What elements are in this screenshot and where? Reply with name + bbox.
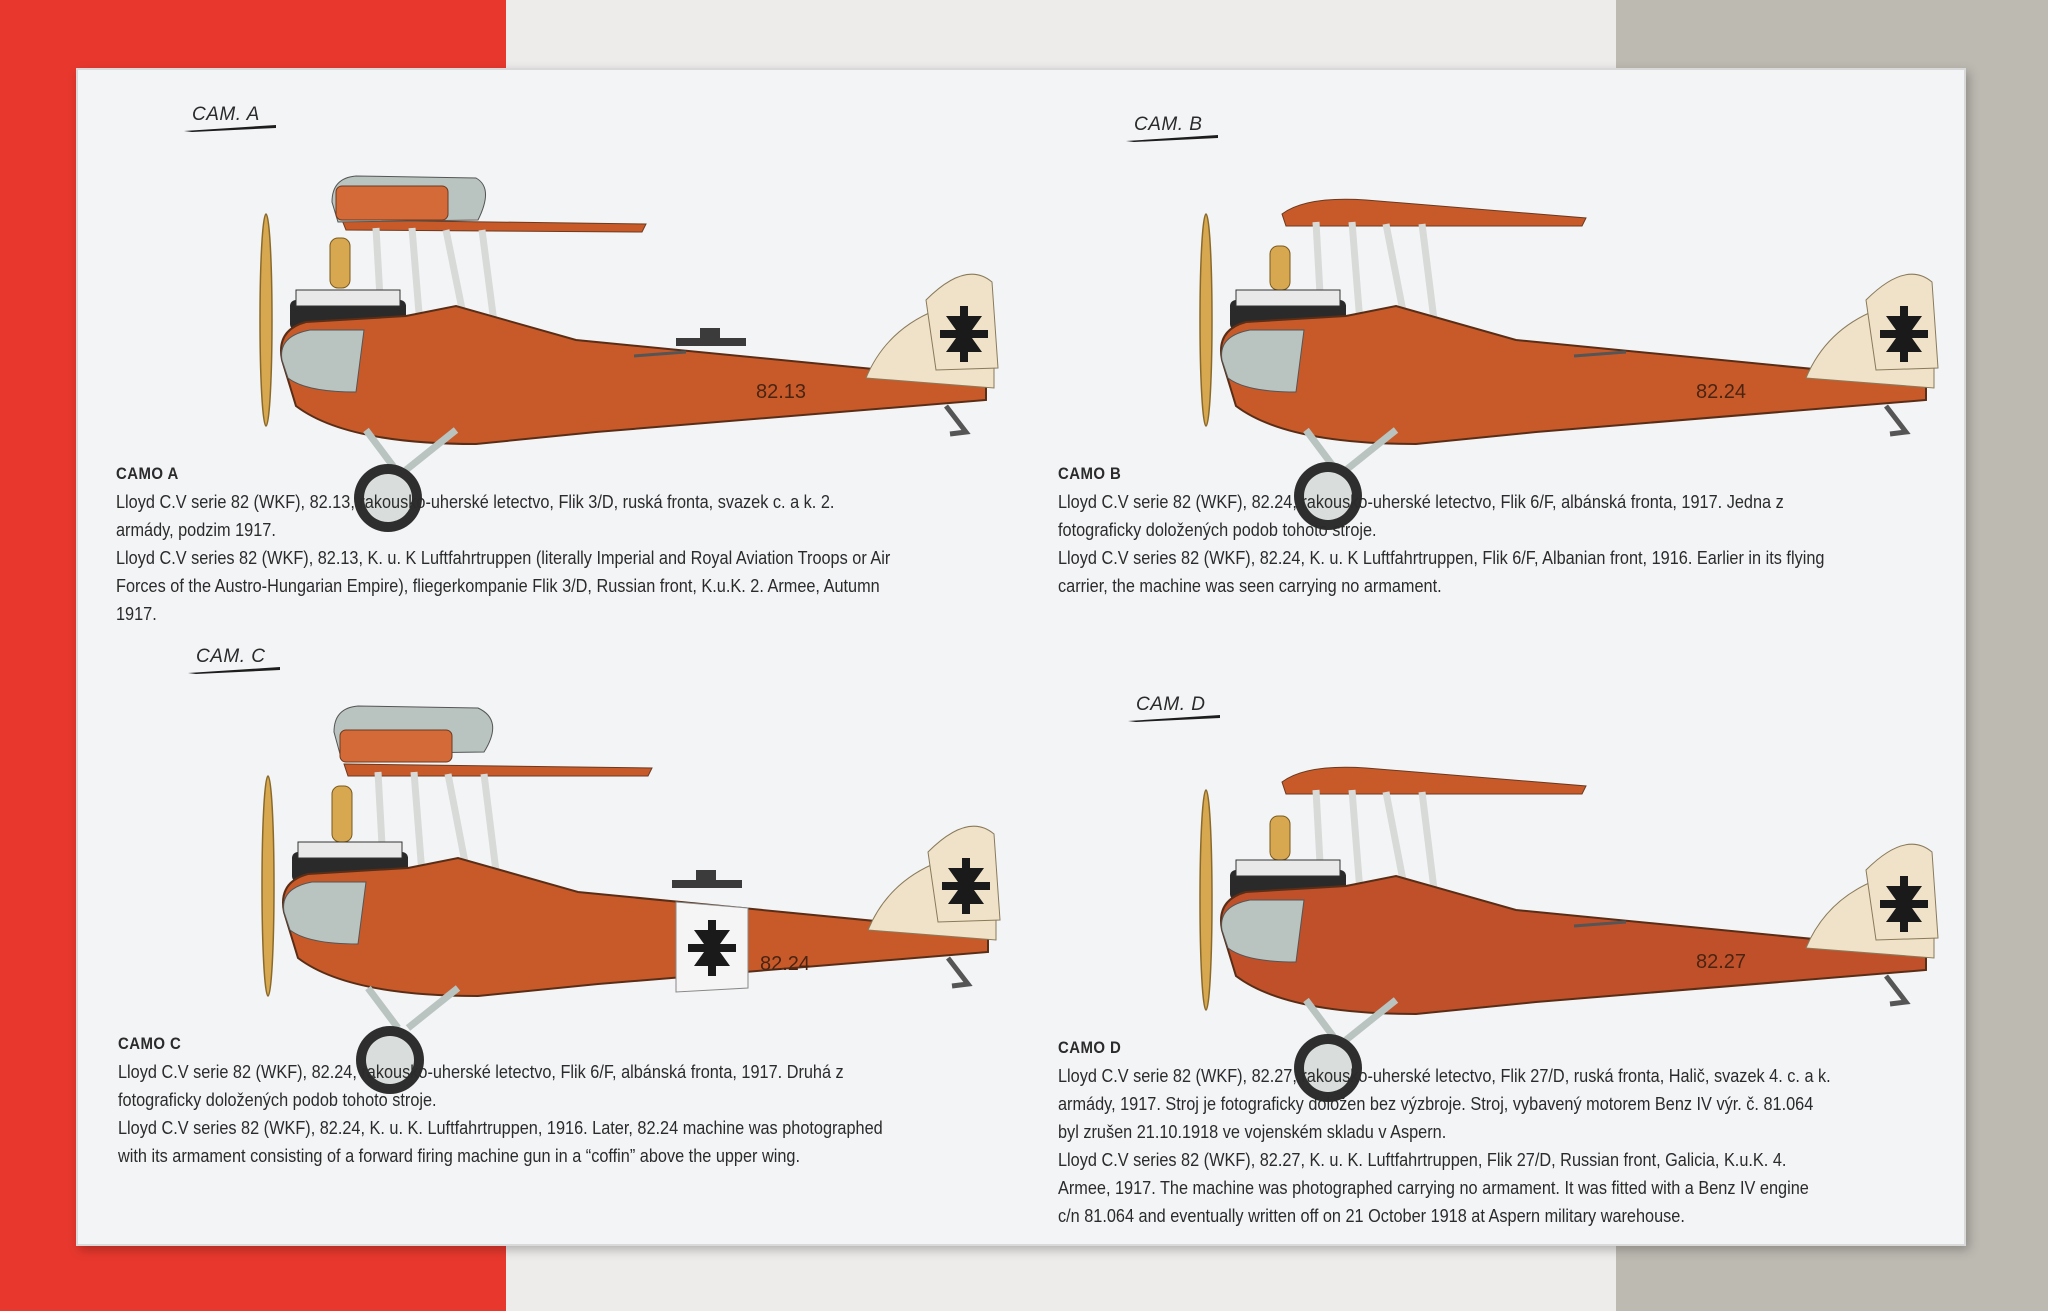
registration-marking: 82.13 [756,381,807,403]
camo-tag-label: CAM. C [196,646,266,667]
camo-tag-d [1136,694,1206,716]
caption-title: CAMO A [116,464,179,483]
camo-tag-label: CAM. D [1136,694,1206,715]
caption-camo-d [1058,1034,1832,1230]
propeller [260,214,272,426]
tail [1806,274,1938,388]
caption-english: Lloyd C.V series 82 (WKF), 82.24, K. u. K Luftfahrtruppen, Flik 6/F, Albanian front, 1916. Earlier in its flying carrier, the machine was seen carrying no armament. [1058,547,1825,596]
camo-tag-label: CAM. A [192,104,260,125]
caption-czech: Lloyd C.V serie 82 (WKF), 82.24, rakousko-uherské letectvo, Flik 6/F, albánská fronta, 1917. Druhá z fotograficky doložených podob tohoto stroje. [118,1061,844,1110]
swoosh-icon [188,666,280,674]
machine-gun [672,870,742,888]
caption-english: Lloyd C.V series 82 (WKF), 82.13, K. u. K Luftfahrtruppen (literally Imperial and Royal Aviation Troops or Air Forces of the Austro-Hungarian Empire), fliegerkompanie Flik 3/D, Russian front, K.u.K. 2. Armee, Autumn 1917. [116,547,891,624]
caption-camo-a [116,460,890,628]
caption-title: CAMO D [1058,1038,1122,1057]
swoosh-icon [1126,134,1218,142]
upper-wing [1282,199,1586,226]
caption-camo-c [118,1030,892,1170]
camouflage-sheet [76,68,1966,1246]
gun-coffin [334,706,493,762]
propeller [1200,214,1212,426]
caption-title: CAMO B [1058,464,1122,483]
caption-czech: Lloyd C.V serie 82 (WKF), 82.13, rakousko-uherské letectvo, Flik 3/D, ruská fronta, svazek c. a k. 2. armády, podzim 1917. [116,491,835,540]
registration-marking: 82.27 [1696,951,1747,973]
tail [866,274,998,388]
caption-english: Lloyd C.V series 82 (WKF), 82.27, K. u. K. Luftfahrtruppen, Flik 27/D, Russian front, Galicia, K.u.K. 4. Armee, 1917. The machine was photographed carrying no armament. It was fitted with a Benz IV engine c/n 81.064 and eventually written off on 21 October 1918 at Aspern military warehouse. [1058,1149,1809,1226]
engine-top [292,786,408,882]
caption-czech: Lloyd C.V serie 82 (WKF), 82.24, rakousko-uherské letectvo, Flik 6/F, albánská fronta, 1917. Jedna z fotograficky doložených podob tohoto stroje. [1058,491,1784,540]
gun-coffin [332,176,486,222]
propeller [262,776,274,996]
camo-tag-c [196,646,266,668]
propeller [1200,790,1212,1010]
camo-tag-label: CAM. B [1134,114,1203,135]
upper-wing [344,764,652,776]
tail [1806,844,1938,958]
registration-marking: 82.24 [760,953,811,975]
swoosh-icon [1128,714,1220,722]
caption-camo-b [1058,460,1832,600]
camo-tag-b [1134,114,1202,136]
registration-marking: 82.24 [1696,381,1747,403]
tail [868,826,1000,940]
caption-title: CAMO C [118,1034,182,1053]
caption-czech: Lloyd C.V serie 82 (WKF), 82.27, rakousko-uherské letectvo, Flik 27/D, ruská fronta, Halič, svazek 4. c. a k. armády, 1917. Stroj je fotograficky doložen bez výzbroje. Stroj, vybavený motorem Benz IV výr. č. 81.064 byl zrušen 21.10.1918 ve vojenském skladu v Aspern. [1058,1065,1831,1142]
upper-wing [1282,767,1586,794]
caption-english: Lloyd C.V series 82 (WKF), 82.24, K. u. K. Luftfahrtruppen, 1916. Later, 82.24 machine was photographed with its armament consisting of a forward firing machine gun in a “coffin” above the upper wing. [118,1117,883,1166]
upper-wing [342,220,646,232]
camo-tag-a [192,104,260,126]
